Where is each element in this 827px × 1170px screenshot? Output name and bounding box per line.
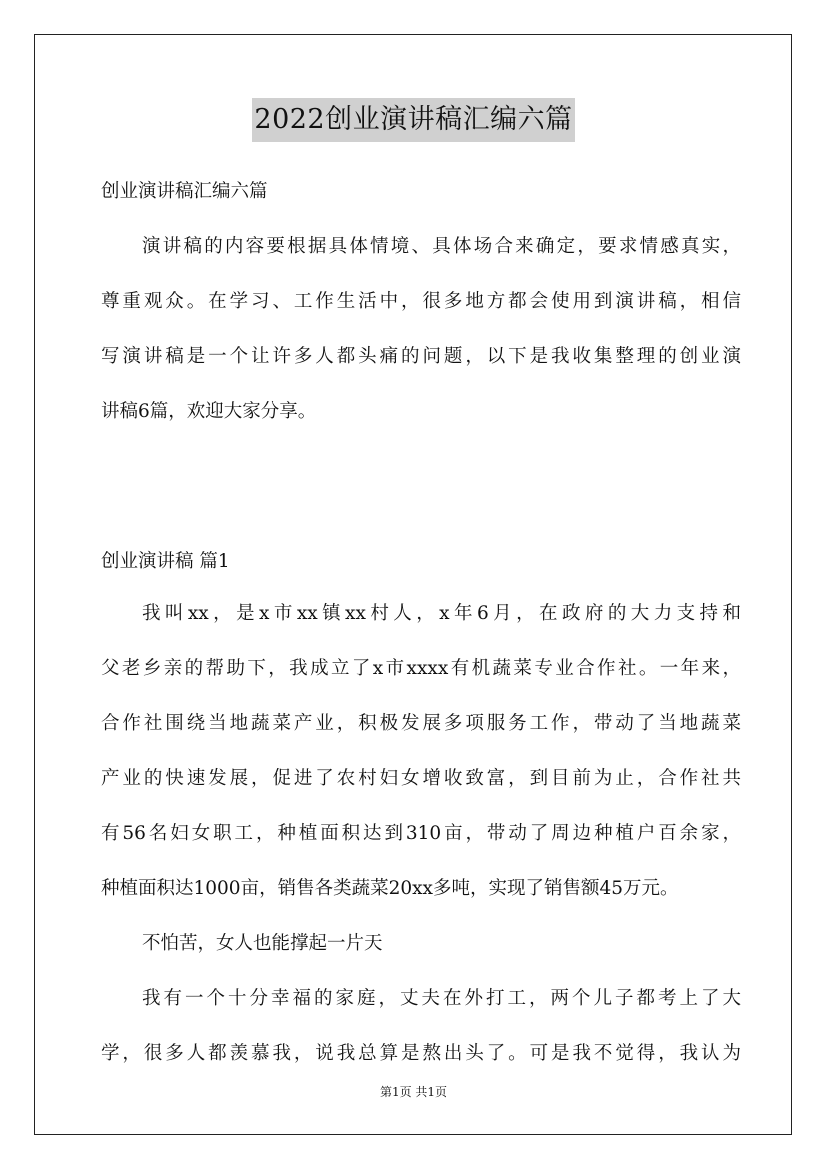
intro-line: 尊重观众。在学习、工作生活中，很多地方都会使用到演讲稿，相信 (101, 291, 741, 312)
paragraph-line: 我有一个十分幸福的家庭，丈夫在外打工，两个儿子都考上了大 (142, 988, 741, 1009)
page-footer: 第1页 共1页 (379, 1085, 448, 1099)
paragraph-line: 父老乡亲的帮助下，我成立了x市xxxx有机蔬菜专业合作社。一年来， (101, 658, 741, 679)
intro-line: 写演讲稿是一个让许多人都头痛的问题，以下是我收集整理的创业演 (101, 346, 741, 367)
document-subtitle: 创业演讲稿汇编六篇 (101, 181, 268, 202)
paragraph-line: 种植面积达1000亩，销售各类蔬菜20xx多吨，实现了销售额45万元。 (101, 878, 679, 899)
document-body (101, 172, 741, 1074)
paragraph-line: 有56名妇女职工，种植面积达到310亩，带动了周边种植户百余家， (101, 823, 741, 844)
paragraph-line: 我叫xx，是x市xx镇xx村人，x年6月，在政府的大力支持和 (142, 603, 741, 624)
document-title: 2022创业演讲稿汇编六篇 (252, 98, 574, 142)
paragraph-line: 产业的快速发展，促进了农村妇女增收致富，到目前为止，合作社共 (101, 768, 741, 789)
section-heading: 创业演讲稿 篇1 (101, 551, 230, 572)
paragraph-line: 合作社围绕当地蔬菜产业，积极发展多项服务工作，带动了当地蔬菜 (101, 713, 741, 734)
intro-line: 演讲稿的内容要根据具体情境、具体场合来确定，要求情感真实， (142, 236, 741, 257)
paragraph-line: 学，很多人都羡慕我，说我总算是熬出头了。可是我不觉得，我认为 (101, 1043, 741, 1064)
paragraph-subheading: 不怕苦，女人也能撑起一片天 (142, 933, 383, 954)
intro-line: 讲稿6篇，欢迎大家分享。 (101, 401, 317, 422)
title-container (0, 98, 827, 142)
